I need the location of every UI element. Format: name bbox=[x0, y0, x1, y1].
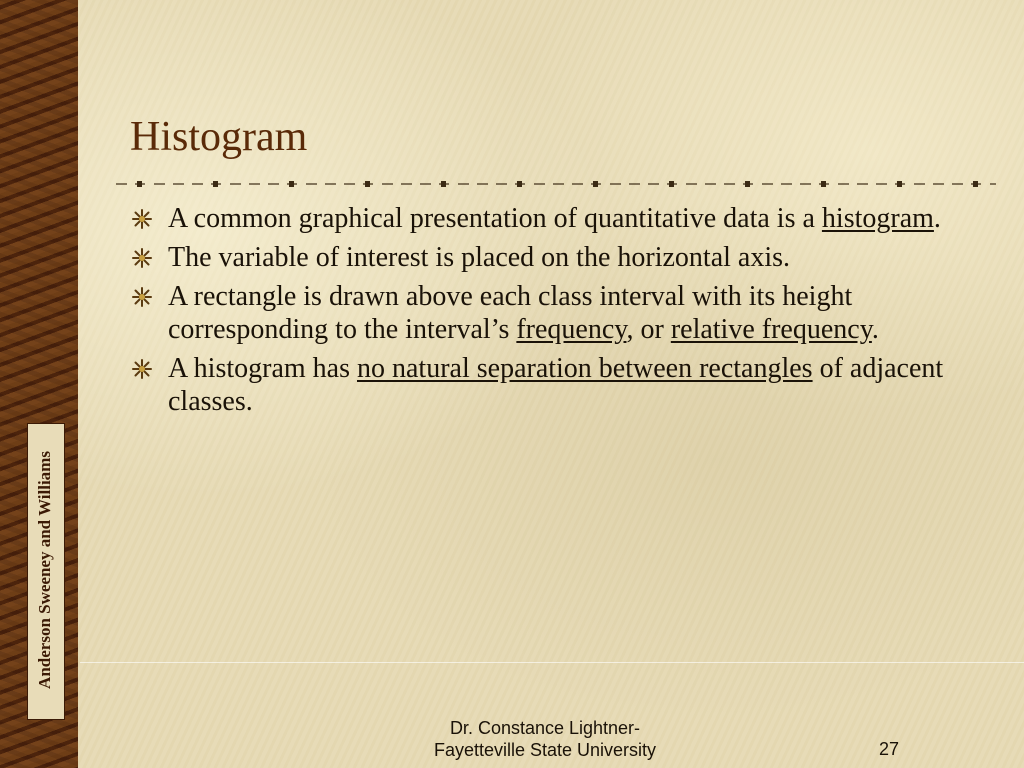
bullet-item bbox=[130, 352, 1000, 418]
divider-dot bbox=[441, 181, 446, 187]
bullet-list bbox=[130, 202, 1000, 424]
footer-line-2: Fayetteville State University bbox=[433, 740, 657, 760]
slide-title: Histogram bbox=[130, 114, 308, 160]
divider-dot bbox=[517, 181, 522, 187]
footer-credit bbox=[415, 717, 675, 761]
page-number: 27 bbox=[879, 739, 900, 759]
footer-line-1: Dr. Constance Lightner- bbox=[449, 718, 641, 738]
divider-dot bbox=[365, 181, 370, 187]
bullet-item bbox=[130, 202, 1000, 235]
divider-dot bbox=[821, 181, 826, 187]
sidebar-label: Anderson Sweeney and Williams bbox=[35, 451, 54, 689]
divider-dot bbox=[897, 181, 902, 187]
starburst-bullet-icon bbox=[132, 287, 152, 307]
bullet-text: of adjacent classes. bbox=[168, 353, 944, 417]
divider-dot bbox=[289, 181, 294, 187]
bullet-text: , or bbox=[626, 314, 671, 345]
starburst-bullet-icon bbox=[132, 359, 152, 379]
bullet-item bbox=[130, 280, 1000, 346]
bullet-item bbox=[130, 241, 1000, 274]
divider-dot bbox=[137, 181, 142, 187]
footer-divider bbox=[80, 662, 1024, 663]
divider-dot bbox=[669, 181, 674, 187]
bullet-text: . bbox=[871, 314, 879, 345]
divider-dot bbox=[213, 181, 218, 187]
starburst-bullet-icon bbox=[132, 209, 152, 229]
bullet-text: A common graphical presentation of quantitative data is a bbox=[168, 203, 822, 234]
divider-dot bbox=[593, 181, 598, 187]
underlined-term: histogram bbox=[821, 203, 934, 234]
bullet-text: The variable of interest is placed on the horizontal axis. bbox=[168, 242, 791, 273]
underlined-term: frequency bbox=[516, 314, 627, 345]
bullet-text: A rectangle is drawn above each class interval with its height corresponding to the interval’s bbox=[168, 281, 853, 345]
bullet-text: . bbox=[933, 203, 941, 234]
underlined-term: relative frequency bbox=[670, 314, 872, 345]
starburst-bullet-icon bbox=[132, 248, 152, 268]
bullet-text: A histogram has bbox=[168, 353, 357, 384]
underlined-term: no natural separation between rectangles bbox=[357, 353, 813, 384]
divider-dot bbox=[973, 181, 978, 187]
title-divider bbox=[116, 178, 996, 190]
divider-dot bbox=[745, 181, 750, 187]
